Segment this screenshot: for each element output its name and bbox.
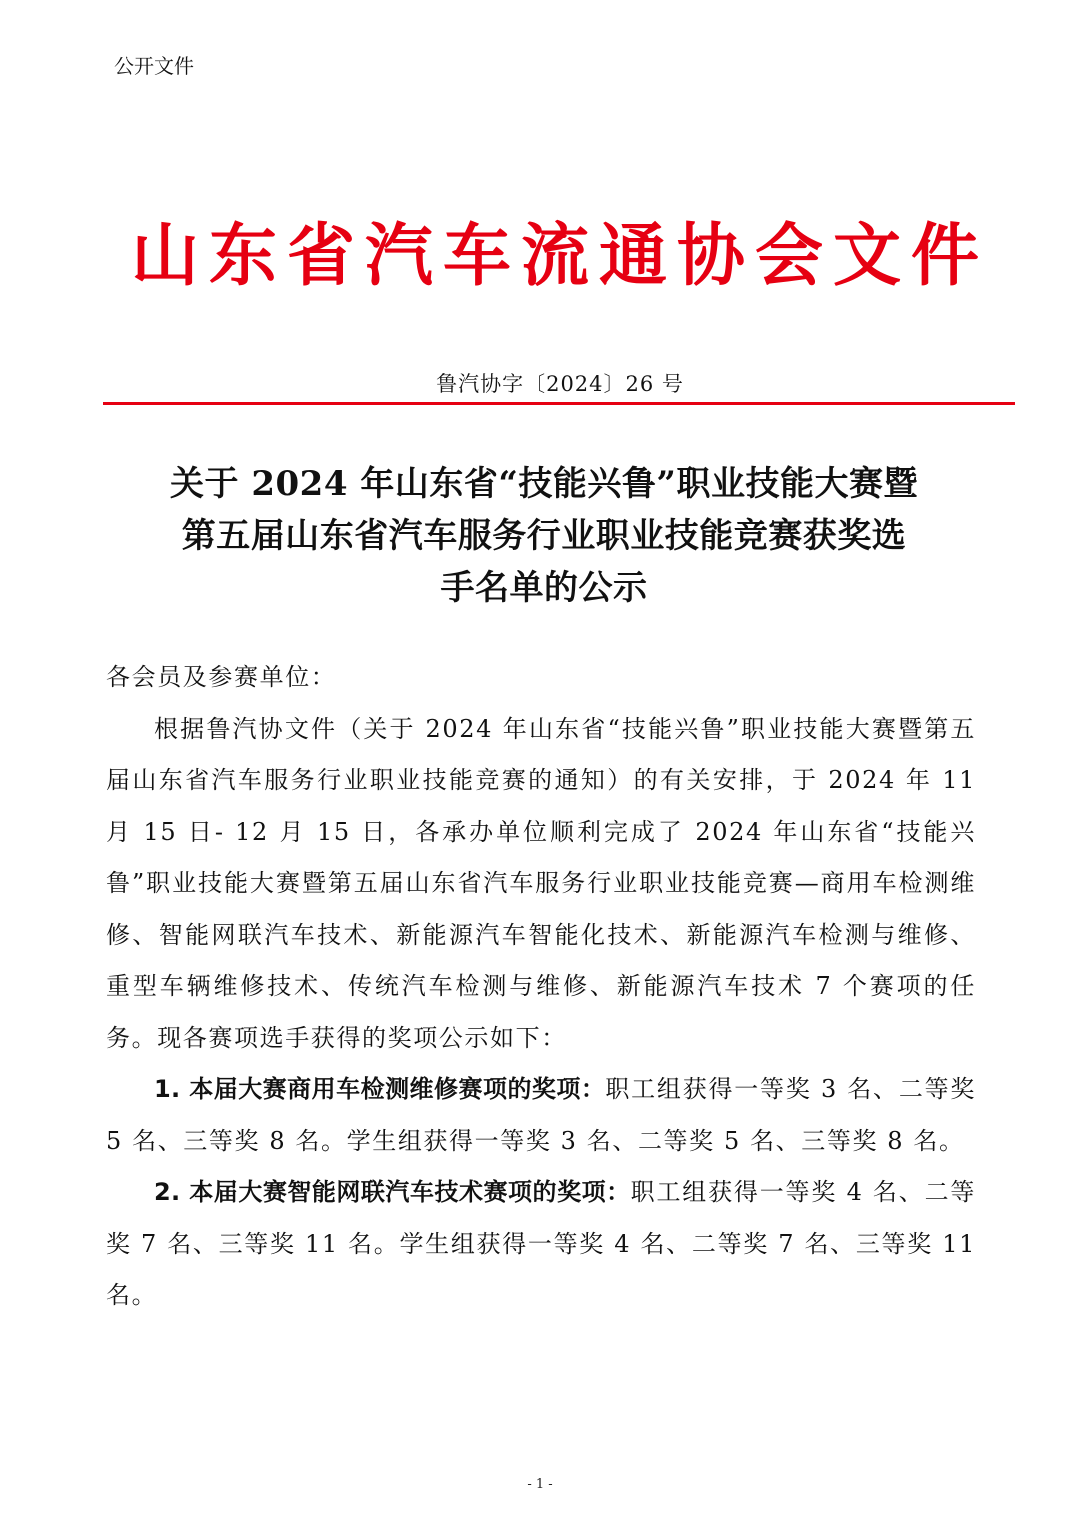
masthead-title: 山东省汽车流通协会文件 [130, 217, 989, 296]
red-divider [103, 402, 1015, 405]
title-line-2: 第五届山东省汽车服务行业职业技能竞赛获奖选 [181, 516, 907, 556]
award-item-2 [106, 1167, 976, 1322]
title-line-3: 手名单的公示 [440, 568, 648, 608]
public-tag: 公开文件 [114, 54, 194, 78]
title-line-1: 关于 2024 年山东省“技能兴鲁”职业技能大赛暨 [170, 464, 918, 504]
salutation: 各会员及参赛单位： [106, 663, 337, 691]
document-body [106, 652, 976, 1322]
document-number: 鲁汽协字〔2024〕26 号 [436, 372, 684, 396]
award-item-1-heading: 1. 本届大赛商用车检测维修赛项的奖项： [154, 1075, 606, 1103]
award-item-2-heading: 2. 本届大赛智能网联汽车技术赛项的奖项： [154, 1178, 631, 1206]
award-item-2-text: 职工组获得一等奖 4 名、二等奖 7 名、三等奖 11 名。学生组获得一等奖 4 名、二等奖 7 名、三等奖 11 名。 [106, 1178, 976, 1309]
award-item-1-text: 职工组获得一等奖 3 名、二等奖 5 名、三等奖 8 名。学生组获得一等奖 3 名、二等奖 5 名、三等奖 8 名。 [106, 1075, 976, 1155]
paragraph-intro: 根据鲁汽协文件（关于 2024 年山东省“技能兴鲁”职业技能大赛暨第五届山东省汽车服务行业职业技能竞赛的通知）的有关安排，于 2024 年 11 月 15 日- 12 月 15 日，各承办单位顺利完成了 2024 年山东省“技能兴鲁”职业技能大赛暨第五届山东省汽车服务行业职业技能竞赛—商用车检测维修、智能网联汽车技术、新能源汽车智能化技术、新能源汽车检测与维修、重型车辆维修技术、传统汽车检测与维修、新能源汽车技术 7 个赛项的任务。现各赛项选手获得的奖项公示如下： [106, 714, 976, 1052]
page-number: - 1 - [527, 1477, 553, 1492]
award-item-1 [106, 1064, 976, 1167]
notice-title [104, 458, 984, 614]
